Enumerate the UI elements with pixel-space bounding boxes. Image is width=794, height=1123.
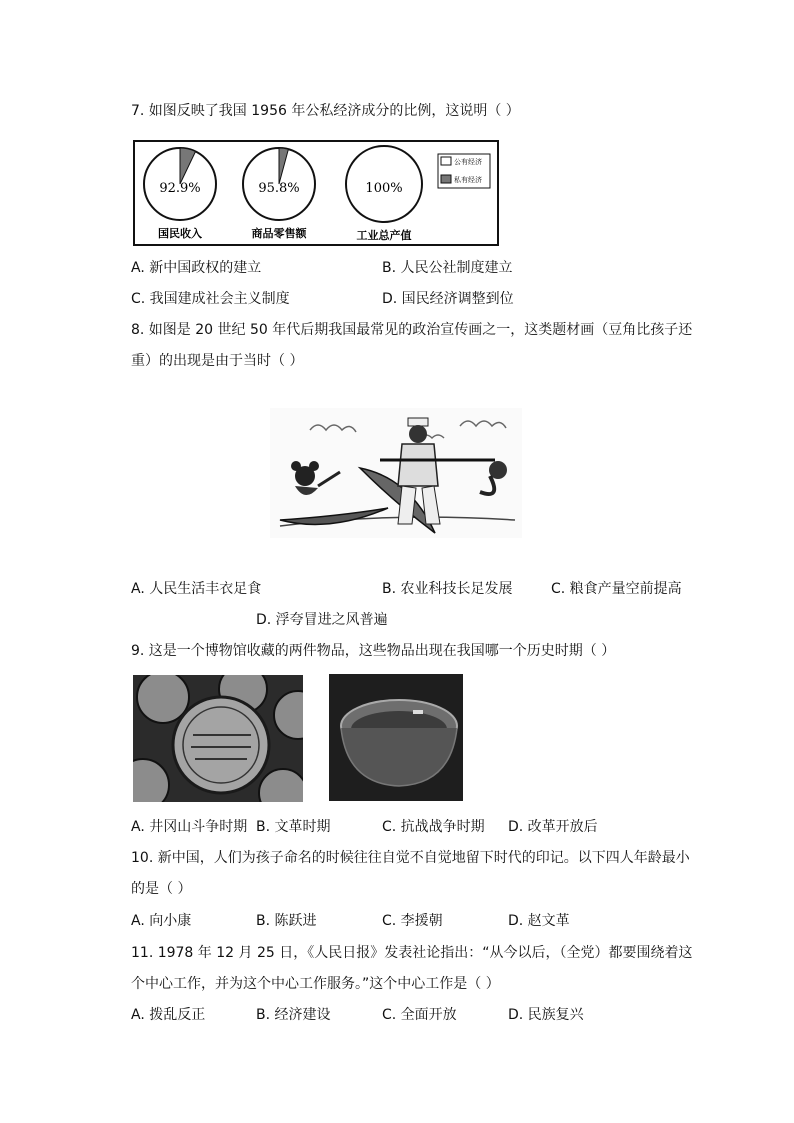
q11-option-b[interactable]: B. 经济建设 — [256, 1007, 331, 1023]
q7-pie-chart-figure — [133, 140, 499, 246]
q9-option-b[interactable]: B. 文革时期 — [256, 819, 331, 835]
q11-option-d[interactable]: D. 民族复兴 — [508, 1007, 584, 1023]
q7-option-d[interactable]: D. 国民经济调整到位 — [382, 291, 514, 307]
pie-gross-national-income — [144, 148, 216, 220]
q8-option-b[interactable]: B. 农业科技长足发展 — [382, 581, 513, 597]
q7-option-b[interactable]: B. 人民公社制度建立 — [382, 260, 513, 276]
pie-1-caption: 国民收入 — [158, 227, 202, 240]
q7-option-a[interactable]: A. 新中国政权的建立 — [131, 260, 262, 276]
q8-option-a[interactable]: A. 人民生活丰衣足食 — [131, 581, 262, 597]
q11-stem-line-1: 11. 1978 年 12 月 25 日，《人民日报》发表社论指出：“从今以后，（全党）都要围绕着这 — [131, 945, 693, 961]
q10-option-d[interactable]: D. 赵文革 — [508, 913, 570, 929]
q9-cup-photo — [329, 674, 463, 801]
q9-badges-photo — [133, 675, 303, 802]
q11-option-a[interactable]: A. 拨乱反正 — [131, 1007, 206, 1023]
q9-option-c[interactable]: C. 抗战战争时期 — [382, 819, 485, 835]
q9-option-a[interactable]: A. 井冈山斗争时期 — [131, 819, 248, 835]
cup-highlight — [413, 710, 423, 714]
pie-industrial-output — [346, 146, 422, 222]
legend-label-private: 私有经济 — [454, 176, 482, 184]
propaganda-illustration — [270, 408, 522, 538]
pie-legend — [438, 154, 490, 188]
pie-3-percent-label: 100% — [365, 181, 403, 196]
q8-option-c[interactable]: C. 粮食产量空前提高 — [551, 581, 682, 597]
q10-stem-line-1: 10. 新中国，人们为孩子命名的时候往往自觉不自觉地留下时代的印记。以下四人年龄最小 — [131, 850, 690, 866]
q9-stem: 9. 这是一个博物馆收藏的两件物品，这些物品出现在我国哪一个历史时期（ ） — [131, 643, 616, 659]
badges-photo-illustration — [133, 675, 303, 802]
q11-stem-line-2: 个中心工作，并为这个中心工作服务。”这个中心工作是（ ） — [131, 976, 500, 992]
pie-retail-sales — [243, 148, 315, 220]
cup-photo-illustration — [329, 674, 463, 801]
pie-1-percent-label: 92.9% — [159, 181, 201, 196]
pie-2-caption: 商品零售额 — [251, 227, 307, 240]
q10-option-c[interactable]: C. 李援朝 — [382, 913, 443, 929]
q7-pie-charts — [133, 140, 499, 246]
q8-propaganda-poster-image — [270, 408, 522, 538]
q8-stem-line-2: 重）的出现是由于当时（ ） — [131, 353, 304, 369]
legend-label-public: 公有经济 — [454, 158, 482, 166]
pie-3-caption: 工业总产值 — [356, 229, 412, 242]
q8-stem-line-1: 8. 如图是 20 世纪 50 年代后期我国最常见的政治宣传画之一，这类题材画（豆角比孩子还 — [131, 322, 693, 338]
q10-stem-line-2: 的是（ ） — [131, 881, 192, 897]
q7-option-c[interactable]: C. 我国建成社会主义制度 — [131, 291, 290, 307]
q10-option-b[interactable]: B. 陈跃进 — [256, 913, 317, 929]
q10-option-a[interactable]: A. 向小康 — [131, 913, 192, 929]
legend-swatch-private — [441, 175, 451, 183]
q7-stem: 7. 如图反映了我国 1956 年公私经济成分的比例，这说明（ ） — [131, 103, 520, 119]
central-badge — [173, 697, 269, 793]
pie-2-percent-label: 95.8% — [258, 181, 300, 196]
q9-option-d[interactable]: D. 改革开放后 — [508, 819, 598, 835]
q11-option-c[interactable]: C. 全面开放 — [382, 1007, 457, 1023]
q8-option-d[interactable]: D. 浮夸冒进之风普遍 — [256, 612, 388, 628]
legend-swatch-public — [441, 157, 451, 165]
